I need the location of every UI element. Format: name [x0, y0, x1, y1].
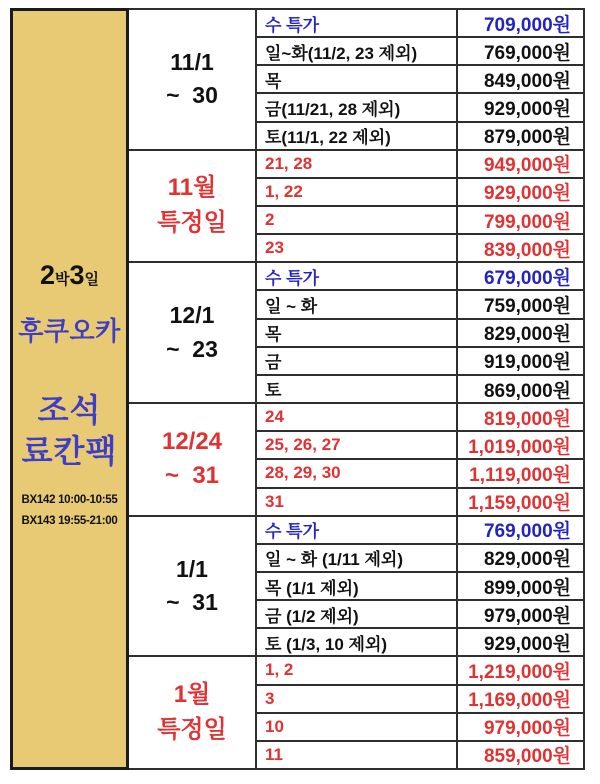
period-cell — [129, 10, 257, 151]
price-cell: 979,000원 — [458, 714, 585, 742]
price-cell: 859,000원 — [458, 742, 585, 770]
price-cell: 829,000원 — [458, 545, 585, 573]
period-line: 1/1 — [176, 555, 208, 582]
day-label-cell: 11 — [257, 742, 458, 770]
price-cell: 899,000원 — [458, 573, 585, 601]
day-label-cell: 1, 2 — [257, 657, 458, 685]
price-cell: 839,000원 — [458, 235, 585, 263]
day-label-cell: 토 (1/3, 10 제외) — [257, 629, 458, 657]
period-line: ~ 31 — [164, 462, 220, 490]
day-label-cell: 수 특가 — [257, 517, 458, 545]
day-label-cell: 10 — [257, 714, 458, 742]
price-cell: 1,159,000원 — [458, 489, 585, 517]
flight-outbound: BX142 10:00-10:55 — [21, 494, 118, 507]
price-cell: 869,000원 — [458, 376, 585, 404]
destination: 후쿠오카 — [18, 316, 121, 347]
period-cell — [129, 151, 257, 264]
day-label-cell: 목 — [257, 66, 458, 94]
period-line: 11월 — [167, 174, 217, 202]
day-label-cell: 2 — [257, 207, 458, 235]
day-label-cell: 수 특가 — [257, 263, 458, 291]
period-cell — [129, 657, 257, 770]
price-cell: 819,000원 — [458, 404, 585, 432]
day-label-cell: 일 ~ 화 — [257, 291, 458, 319]
price-cell: 1,019,000원 — [458, 432, 585, 460]
day-label-cell: 일 ~ 화 (1/11 제외) — [257, 545, 458, 573]
day-label-cell: 일~화(11/2, 23 제외) — [257, 38, 458, 66]
price-cell: 979,000원 — [458, 601, 585, 629]
day-label-cell: 금 (1/2 제외) — [257, 601, 458, 629]
day-label-cell: 24 — [257, 404, 458, 432]
day-label-cell: 1, 22 — [257, 179, 458, 207]
price-cell: 1,219,000원 — [458, 657, 585, 685]
days-label: 일 — [84, 271, 100, 289]
days-number: 3 — [69, 260, 85, 291]
price-cell: 929,000원 — [458, 629, 585, 657]
trip-duration — [40, 260, 99, 291]
price-cell: 829,000원 — [458, 320, 585, 348]
day-label-cell: 28, 29, 30 — [257, 460, 458, 488]
price-cell: 679,000원 — [458, 263, 585, 291]
price-cell: 799,000원 — [458, 207, 585, 235]
flight-info — [22, 490, 118, 531]
nights-number: 2 — [39, 260, 55, 291]
price-cell: 929,000원 — [458, 179, 585, 207]
period-line: 12/1 — [169, 302, 215, 329]
flight-return: BX143 19:55-21:00 — [21, 514, 118, 527]
day-label-cell: 금 — [257, 348, 458, 376]
product-info-panel — [10, 8, 129, 770]
product-name-line1: 조석 — [37, 392, 102, 429]
period-cell — [129, 263, 257, 404]
price-cell: 949,000원 — [458, 151, 585, 179]
period-line: 특정일 — [157, 715, 227, 743]
price-cell: 1,169,000원 — [458, 686, 585, 714]
day-label-cell: 토 — [257, 376, 458, 404]
day-label-cell: 21, 28 — [257, 151, 458, 179]
period-line: ~ 31 — [166, 589, 218, 616]
nights-label: 박 — [55, 271, 70, 289]
day-label-cell: 23 — [257, 235, 458, 263]
day-label-cell: 금(11/21, 28 제외) — [257, 94, 458, 122]
price-cell: 759,000원 — [458, 291, 585, 319]
price-cell: 849,000원 — [458, 66, 585, 94]
period-line: ~ 23 — [166, 335, 218, 362]
pricing-table — [10, 8, 585, 770]
period-cell — [129, 404, 257, 517]
schedule-table — [129, 8, 585, 770]
day-label-cell: 토(11/1, 22 제외) — [257, 123, 458, 151]
price-cell: 929,000원 — [458, 94, 585, 122]
product-name — [22, 390, 118, 472]
price-cell: 1,119,000원 — [458, 460, 585, 488]
price-cell: 879,000원 — [458, 123, 585, 151]
period-line: 특정일 — [157, 209, 227, 237]
price-cell: 769,000원 — [458, 517, 585, 545]
day-label-cell: 31 — [257, 489, 458, 517]
period-line: 1월 — [173, 680, 211, 708]
day-label-cell: 수 특가 — [257, 10, 458, 38]
period-line: ~ 30 — [166, 82, 218, 109]
period-cell — [129, 517, 257, 658]
price-cell: 769,000원 — [458, 38, 585, 66]
day-label-cell: 25, 26, 27 — [257, 432, 458, 460]
price-cell: 709,000원 — [458, 10, 585, 38]
period-line: 11/1 — [170, 49, 214, 76]
day-label-cell: 목 — [257, 320, 458, 348]
price-cell: 919,000원 — [458, 348, 585, 376]
day-label-cell: 목 (1/1 제외) — [257, 573, 458, 601]
period-line: 12/24 — [161, 427, 223, 455]
product-name-line2: 료칸팩 — [21, 433, 118, 470]
day-label-cell: 3 — [257, 686, 458, 714]
